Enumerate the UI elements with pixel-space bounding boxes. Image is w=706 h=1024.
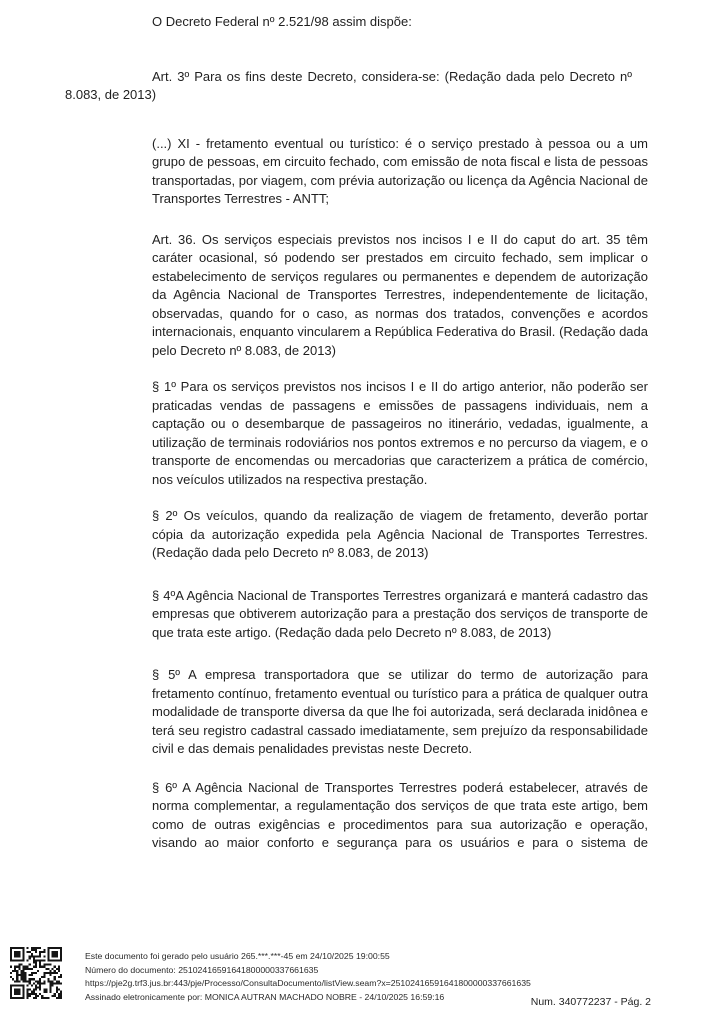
quote-paragrafo-2: § 2º Os veículos, quando da realização de viagem de fretamento, deverão portar cópia da autorização expedida pela Agência Nacional de Transportes Terrestres. (Redação dada pelo Decreto nº 8.083, de 2013)	[152, 508, 648, 560]
paragraph-art3: Art. 3º Para os fins deste Decreto, considera-se: (Redação dada pelo Decreto nº 8.083, de 2013)	[65, 68, 632, 102]
signed-by-line: Assinado eletronicamente por: MONICA AUTRAN MACHADO NOBRE - 24/10/2025 16:59:16	[85, 992, 445, 1003]
quote-art36: Art. 36. Os serviços especiais previstos nos incisos I e II do caput do art. 35 têm caráter ocasional, só podendo ser prestados em circuito fechado, sem implicar o estabelecimento de serviços regulares ou permanentes e dependem de autorização da Agência Nacional de Transportes Terrestres, independentemente de licitação, observadas, quando for o caso, as normas dos tratados, convenções e acordos internacionais, enquanto vincularem a República Federativa do Brasil. (Redação dada pelo Decreto nº 8.083, de 2013)	[152, 231, 648, 358]
generated-by-line: Este documento foi gerado pelo usuário 265.***.***-45 em 24/10/2025 19:00:55	[85, 951, 390, 961]
quote-paragrafo-5: § 5º A empresa transportadora que se utilizar do termo de autorização para fretamento contínuo, fretamento eventual ou turístico para a prática de qualquer outra modalidade de transporte diversa da que lhe foi autorizada, será declarada inidônea e terá seu registro cadastral cassado imediatamente, sem prejuízo da responsabilidade civil e das demais penalidades previstas neste Decreto.	[152, 667, 648, 756]
page-number-label: Num. 340772237 - Pág. 2	[530, 996, 651, 1008]
quote-paragrafo-4: § 4ºA Agência Nacional de Transportes Terrestres organizará e manterá cadastro das empresas que obtiverem autorização para a prestação dos serviços de transporte de que trata este artigo. (Redação dada pelo Decreto nº 8.083, de 2013)	[152, 587, 648, 640]
paragraph-intro: O Decreto Federal nº 2.521/98 assim dispõe:	[152, 14, 412, 29]
document-body	[65, 13, 648, 853]
document-metadata	[85, 950, 531, 1005]
qr-code-icon	[10, 947, 62, 999]
quote-paragrafo-1: § 1º Para os serviços previstos nos incisos I e II do artigo anterior, não poderão ser praticadas vendas de passagens e emissões de passagens individuais, nem a captação ou o desembarque de passageiros no itinerário, vedadas, igualmente, a utilização de terminais rodoviários nos pontos extremos e no percurso da viagem, e o transporte de encomendas ou mercadorias que caracterizem a prática de comércio, nos veículos utilizados na respectiva prestação.	[152, 379, 648, 487]
document-number-line: Número do documento: 25102416591641800000337661635	[85, 964, 319, 975]
document-url-line: https://pje2g.trf3.jus.br:443/pje/Processo/ConsultaDocumento/listView.seam?x=25102416591641800000337661635	[85, 978, 531, 989]
quote-inciso-xi: (...) XI - fretamento eventual ou turístico: é o serviço prestado à pessoa ou a um grupo de pessoas, em circuito fechado, com emissão de nota fiscal e lista de pessoas transportadas, por viagem, com prévia autorização ou licença da Agência Nacional de Transportes Terrestres - ANTT;	[152, 135, 648, 206]
quote-paragrafo-6: § 6º A Agência Nacional de Transportes Terrestres poderá estabelecer, através de norma complementar, a regulamentação dos serviços de que trata este artigo, bem como de outras exigências e procedimentos para sua autorização e operação, visando ao maior conforto e segurança para os usuários e para o sistema de	[152, 779, 648, 850]
